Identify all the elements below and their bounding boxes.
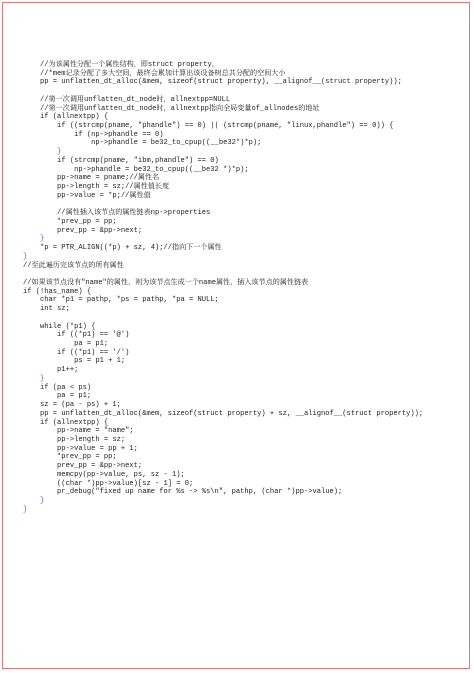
code-line: if ((strcmp(pname, "phandle") == 0) || (strcmp(pname, "linux,phandle") == 0)) { [23,122,394,131]
code-line: } [23,235,45,244]
code-line: ps = p1 + 1; [23,357,126,366]
code-line: *prev_pp = pp; [23,453,117,462]
code-line: *p = PTR_ALIGN((*p) + sz, 4);//指向下一个属性 [23,244,222,253]
code-line: prev_pp = &pp->next; [23,226,143,235]
code-line: if (allnextpp) { [23,113,109,122]
code-line: int sz; [23,305,70,314]
code-line: if (pa < ps) [23,383,92,392]
code-line: prev_pp = &pp->next; [23,462,143,471]
code-line: np->phandle = be32_to_cpup((__be32*)*p); [23,139,262,148]
code-line: pp->name = pname;//属性名 [23,174,160,183]
code-line: //如果该节点没有"name"的属性，则为该节点生成一个name属性，插入该节点的属性链表 [23,279,309,287]
code-line: if (!has_name) { [23,287,92,296]
code-line: } [23,252,28,261]
document-page [2,2,470,669]
code-line: pp = unflatten_dt_alloc(&mem, sizeof(struct property), __alignof__(struct property)); [23,78,402,87]
code-line: np->phandle = be32_to_cpup((__be32 *)*p); [23,165,249,174]
code-line: //属性插入该节点的属性链表np->properties [23,209,211,218]
code-line: //为该属性分配一个属性结构，即struct property， [23,61,219,69]
code-line: pr_debug("fixed up name for %s -> %s\n", pathp, (char *)pp->value); [23,488,343,497]
code-line: p1++; [23,366,79,375]
code-line: memcpy(pp->value, ps, sz - 1); [23,470,185,479]
code-line: //第一次调用unflatten_dt_node时，allnextpp指向全局变量of_allnodes的地址 [23,104,320,113]
code-line: } [23,505,28,514]
code-line: //至此遍历完该节点的所有属性 [23,261,124,270]
code-line: if ((*p1) == '/') [23,348,130,357]
code-line: if (allnextpp) { [23,418,109,427]
code-line: pp = unflatten_dt_alloc(&mem, sizeof(struct property) + sz, __alignof__(struct property)); [23,409,424,418]
code-line: if (np->phandle == 0) [23,130,164,139]
code-line: if ((*p1) == '@') [23,331,130,340]
code-line: char *p1 = pathp, *ps = pathp, *pa = NULL; [23,296,219,305]
code-line: ((char *)pp->value)[sz - 1] = 0; [23,479,194,488]
code-line: sz = (pa - ps) + 1; [23,401,121,410]
code-line: pa = p1; [23,340,109,349]
code-line: pp->value = *p;//属性值 [23,191,151,200]
code-line: pp->value = pp + 1; [23,444,138,453]
code-line: } [23,148,62,157]
code-line: //第一次调用unflatten_dt_node时，allnextpp=NULL [23,95,231,104]
code-line: if (strcmp(pname, "ibm,phandle") == 0) [23,156,219,165]
code-line: } [23,497,45,505]
code-line: } [23,374,45,383]
code-line: pp->length = sz; [23,435,126,444]
code-line: //*mem记录分配了多大空间，最终会累加计算出该设备树总共分配的空间大小 [23,69,286,78]
code-listing [3,3,469,668]
code-line: *prev_pp = pp; [23,217,117,226]
code-line: pp->length = sz;//属性值长度 [23,183,170,192]
code-line: pp->name = "name"; [23,427,134,436]
code-line: while (*p1) { [23,322,96,331]
code-line: pa = p1; [23,392,92,401]
